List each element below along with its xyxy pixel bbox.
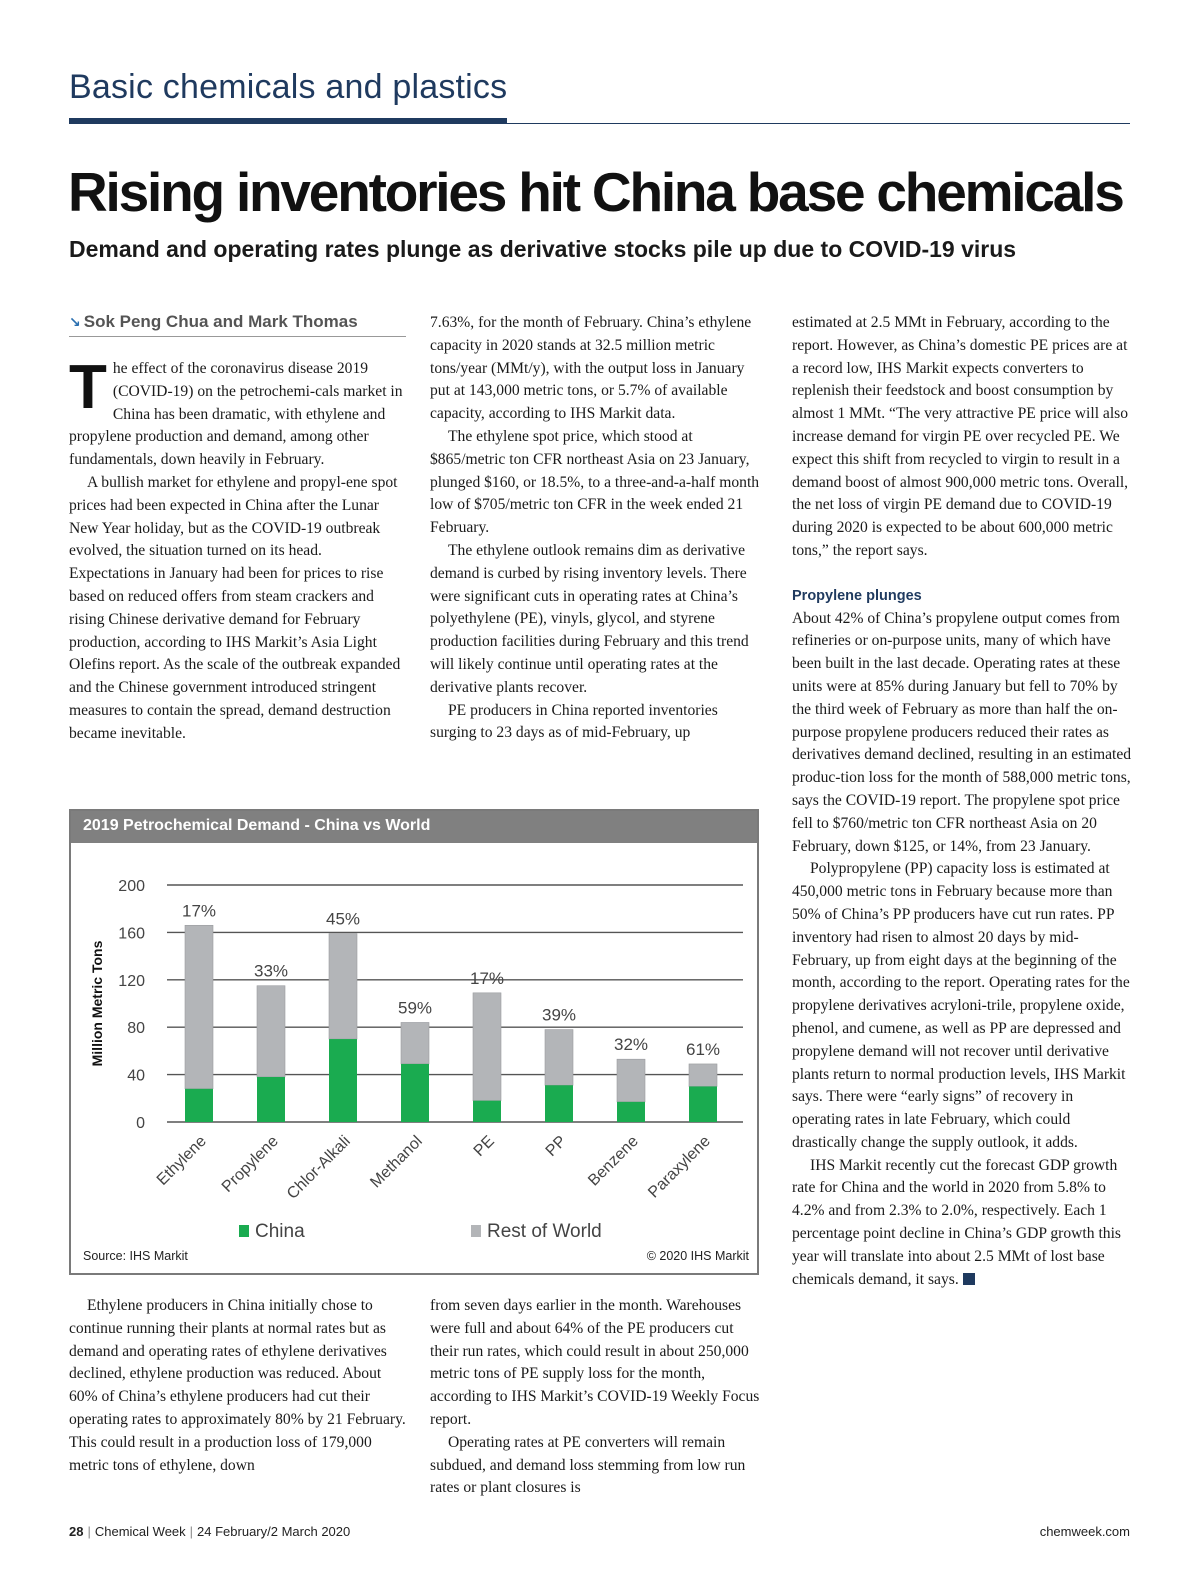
- paragraph: The ethylene spot price, which stood at $865/metric ton CFR northeast Asia on 23 January, plunged $160, or 18.5%, to a three-and-a-half month low of $705/metric ton CFR in the week ended 21 February.: [430, 427, 760, 537]
- bar-rest-of-world: [329, 934, 357, 1039]
- paragraph: IHS Markit recently cut the forecast GDP growth rate for China and the world in 2020 from 5.8% to 4.2% and from 2.3% to 2.0%, respectively. Each 1 percentage point decline in China’s GDP growth this year will translate into about 2.5 MMt of lost base chemicals demand, it says.: [792, 1156, 1121, 1288]
- paragraph: A bullish market for ethylene and propyl-ene spot prices had been expected in China after the Lunar New Year holiday, but as the COVID-19 outbreak evolved, the situation turned on its head. Expectations in January had been for prices to rise based on reduced offers from steam crackers and rising Chinese derivative demand for February production, according to IHS Markit’s Asia Light Olefins report. As the scale of the outbreak expanded and the Chinese government introduced stringent measures to contain the spread, demand destruction became inevitable.: [69, 473, 401, 742]
- byline-authors: Sok Peng Chua and Mark Thomas: [83, 312, 358, 331]
- x-tick-label: Paraxylene: [645, 1132, 714, 1202]
- paragraph: About 42% of China’s propylene output comes from refineries or on-purpose units, many of which have been built in the last decade. Operating rates at these units were at 85% during January but fell to 70% by the third week of February as more than half the on-purpose propylene producers reduced their rates as derivatives demand declined, resulting in an estimated produc-tion loss for the month of 588,000 metric tons, says the COVID-19 report. The propylene spot price fell to $760/metric ton CFR northeast Asia on 20 February, down $125, or 14%, from 23 January.: [792, 609, 1132, 855]
- section-label: Basic chemicals and plastics: [69, 68, 508, 106]
- y-tick-label: 160: [118, 925, 145, 943]
- x-tick-label: PE: [470, 1132, 498, 1160]
- publication-name: Chemical Week: [94, 1524, 186, 1539]
- bar-rest-of-world: [257, 986, 285, 1077]
- data-label: 39%: [541, 1005, 577, 1025]
- headline: Rising inventories hit China base chemicals: [68, 161, 1123, 223]
- deck: Demand and operating rates plunge as derivative stocks pile up due to COVID-19 virus: [69, 236, 1017, 262]
- bar-rest-of-world: [689, 1064, 717, 1087]
- website: chemweek.com: [1039, 1524, 1130, 1539]
- paragraph: estimated at 2.5 MMt in February, according to the report. However, as China’s domestic PE prices are at a record low, IHS Markit expects converters to replenish their feedstock and boost consumption by almost 1 MMt. “The very attractive PE price will also increase demand for virgin PE over recycled PE. We expect this shift from recycled to virgin to result in a demand boost of almost 900,000 metric tons. Overall, the net loss of virgin PE demand due to COVID-19 during 2020 is expected to be about 600,000 metric tons,” the report says.: [792, 314, 1129, 559]
- dropcap: T: [69, 353, 107, 422]
- chart-source: Source: IHS Markit: [83, 1249, 188, 1263]
- y-tick-label: 40: [127, 1067, 145, 1085]
- y-axis-label: Million Metric Tons: [89, 940, 105, 1067]
- x-tick-label: Ethylene: [153, 1132, 210, 1189]
- chart-copyright: © 2020 IHS Markit: [646, 1249, 749, 1263]
- data-label: 61%: [685, 1039, 721, 1059]
- data-label: 33%: [253, 961, 289, 981]
- bar-china: [329, 1039, 357, 1122]
- data-label: 45%: [325, 909, 361, 929]
- paragraph: 7.63%, for the month of February. China’s ethylene capacity in 2020 stands at 32.5 million metric tons/year (MMt/y), with the output loss in January put at 143,000 metric tons, or 5.7% of available capacity, according to IHS Markit data.: [430, 314, 752, 423]
- bar-china: [185, 1089, 213, 1122]
- section-rule-accent: [69, 118, 507, 124]
- bar-china: [473, 1101, 501, 1122]
- paragraph: Operating rates at PE converters will remain subdued, and demand loss stemming from low run rates or plant closures is: [430, 1433, 746, 1497]
- column-3: [792, 312, 1132, 1291]
- chart: [69, 809, 759, 1275]
- bar-rest-of-world: [617, 1059, 645, 1102]
- x-tick-label: Propylene: [218, 1132, 282, 1196]
- paragraph: The ethylene outlook remains dim as derivative demand is curbed by rising inventory levels. There were significant cuts in operating rates at China’s polyethylene (PE), vinyls, glycol, and styrene production facilities during February and this trend will likely continue until operating rates at the derivative plants recover.: [430, 541, 749, 696]
- data-label: 32%: [613, 1035, 649, 1055]
- byline-arrow-icon: ↘: [69, 314, 81, 330]
- data-label: 59%: [397, 998, 433, 1018]
- y-tick-label: 120: [118, 972, 145, 990]
- column-2-top: [430, 312, 765, 745]
- x-tick-label: Benzene: [585, 1132, 642, 1190]
- data-label: 17%: [181, 901, 217, 921]
- bar-china: [545, 1085, 573, 1122]
- chart-title: 2019 Petrochemical Demand - China vs World: [83, 817, 431, 834]
- page-number: 28: [69, 1524, 84, 1539]
- paragraph: from seven days earlier in the month. Warehouses were full and about 64% of the PE producers cut their run rates, which could result in about 250,000 metric tons of PE supply loss for the month, according to IHS Markit’s COVID-19 Weekly Focus report.: [430, 1297, 760, 1428]
- data-label: 17%: [469, 968, 505, 988]
- byline: [69, 312, 406, 337]
- bar-rest-of-world: [545, 1030, 573, 1086]
- paragraph: Polypropylene (PP) capacity loss is estimated at 450,000 metric tons in February because more than 50% of China’s PP producers have cut run rates. PP inventory had risen to almost 20 days by mid-February, up from eight days at the beginning of the month, according to the report. Operating rates for the propylene derivatives acryloni-trile, propylene oxide, phenol, and cumene, as well as PP are depressed and propylene demand will not recover until derivative plants return to normal production levels, IHS Markit says. There were “early signs” of recovery in operating rates in late February, which could drastically change the supply outlook, it adds.: [792, 860, 1130, 1151]
- x-tick-label: PP: [542, 1132, 570, 1160]
- bar-rest-of-world: [401, 1022, 429, 1063]
- paragraph: PE producers in China reported inventories surging to 23 days as of mid-February, up: [430, 701, 718, 742]
- footer: 28 | Chemical Week | 24 February/2 March 2020: [69, 1524, 351, 1539]
- y-tick-label: 200: [118, 878, 145, 895]
- bar-china: [257, 1077, 285, 1122]
- bar-china: [689, 1086, 717, 1122]
- subhead: Propylene plunges: [792, 587, 922, 604]
- legend-label: Rest of World: [487, 1221, 602, 1242]
- y-tick-label: 80: [127, 1020, 145, 1038]
- paragraph: Ethylene producers in China initially chose to continue running their plants at normal rates but as demand and operating rates of ethylene derivatives declined, ethylene production was reduced. About 60% of China’s ethylene producers had cut their operating rates to approximately 80% by 21 February. This could result in a production loss of 179,000 metric tons of ethylene, down: [69, 1297, 406, 1474]
- bar-rest-of-world: [185, 925, 213, 1089]
- issue-date: 24 February/2 March 2020: [197, 1524, 351, 1539]
- chart-plot: [71, 811, 757, 1273]
- x-tick-label: Chlor-Alkali: [283, 1132, 354, 1203]
- column-1-top: [69, 353, 406, 746]
- bar-china: [617, 1102, 645, 1122]
- column-2-bottom: [430, 1295, 765, 1500]
- paragraph: The effect of the coronavirus disease 2019 (COVID-19) on the petrochemi-cals market in China has been dramatic, with ethylene and propylene production and demand, among other fundamentals, down heavily in February.: [69, 353, 403, 469]
- column-1-bottom: [69, 1295, 406, 1477]
- legend-label: China: [255, 1221, 305, 1242]
- y-tick-label: 0: [136, 1115, 145, 1132]
- legend-swatch: [471, 1225, 481, 1237]
- legend-swatch: [239, 1225, 249, 1237]
- x-tick-label: Methanol: [367, 1132, 426, 1192]
- bar-china: [401, 1064, 429, 1122]
- end-mark-icon: [963, 1273, 975, 1285]
- bar-rest-of-world: [473, 993, 501, 1101]
